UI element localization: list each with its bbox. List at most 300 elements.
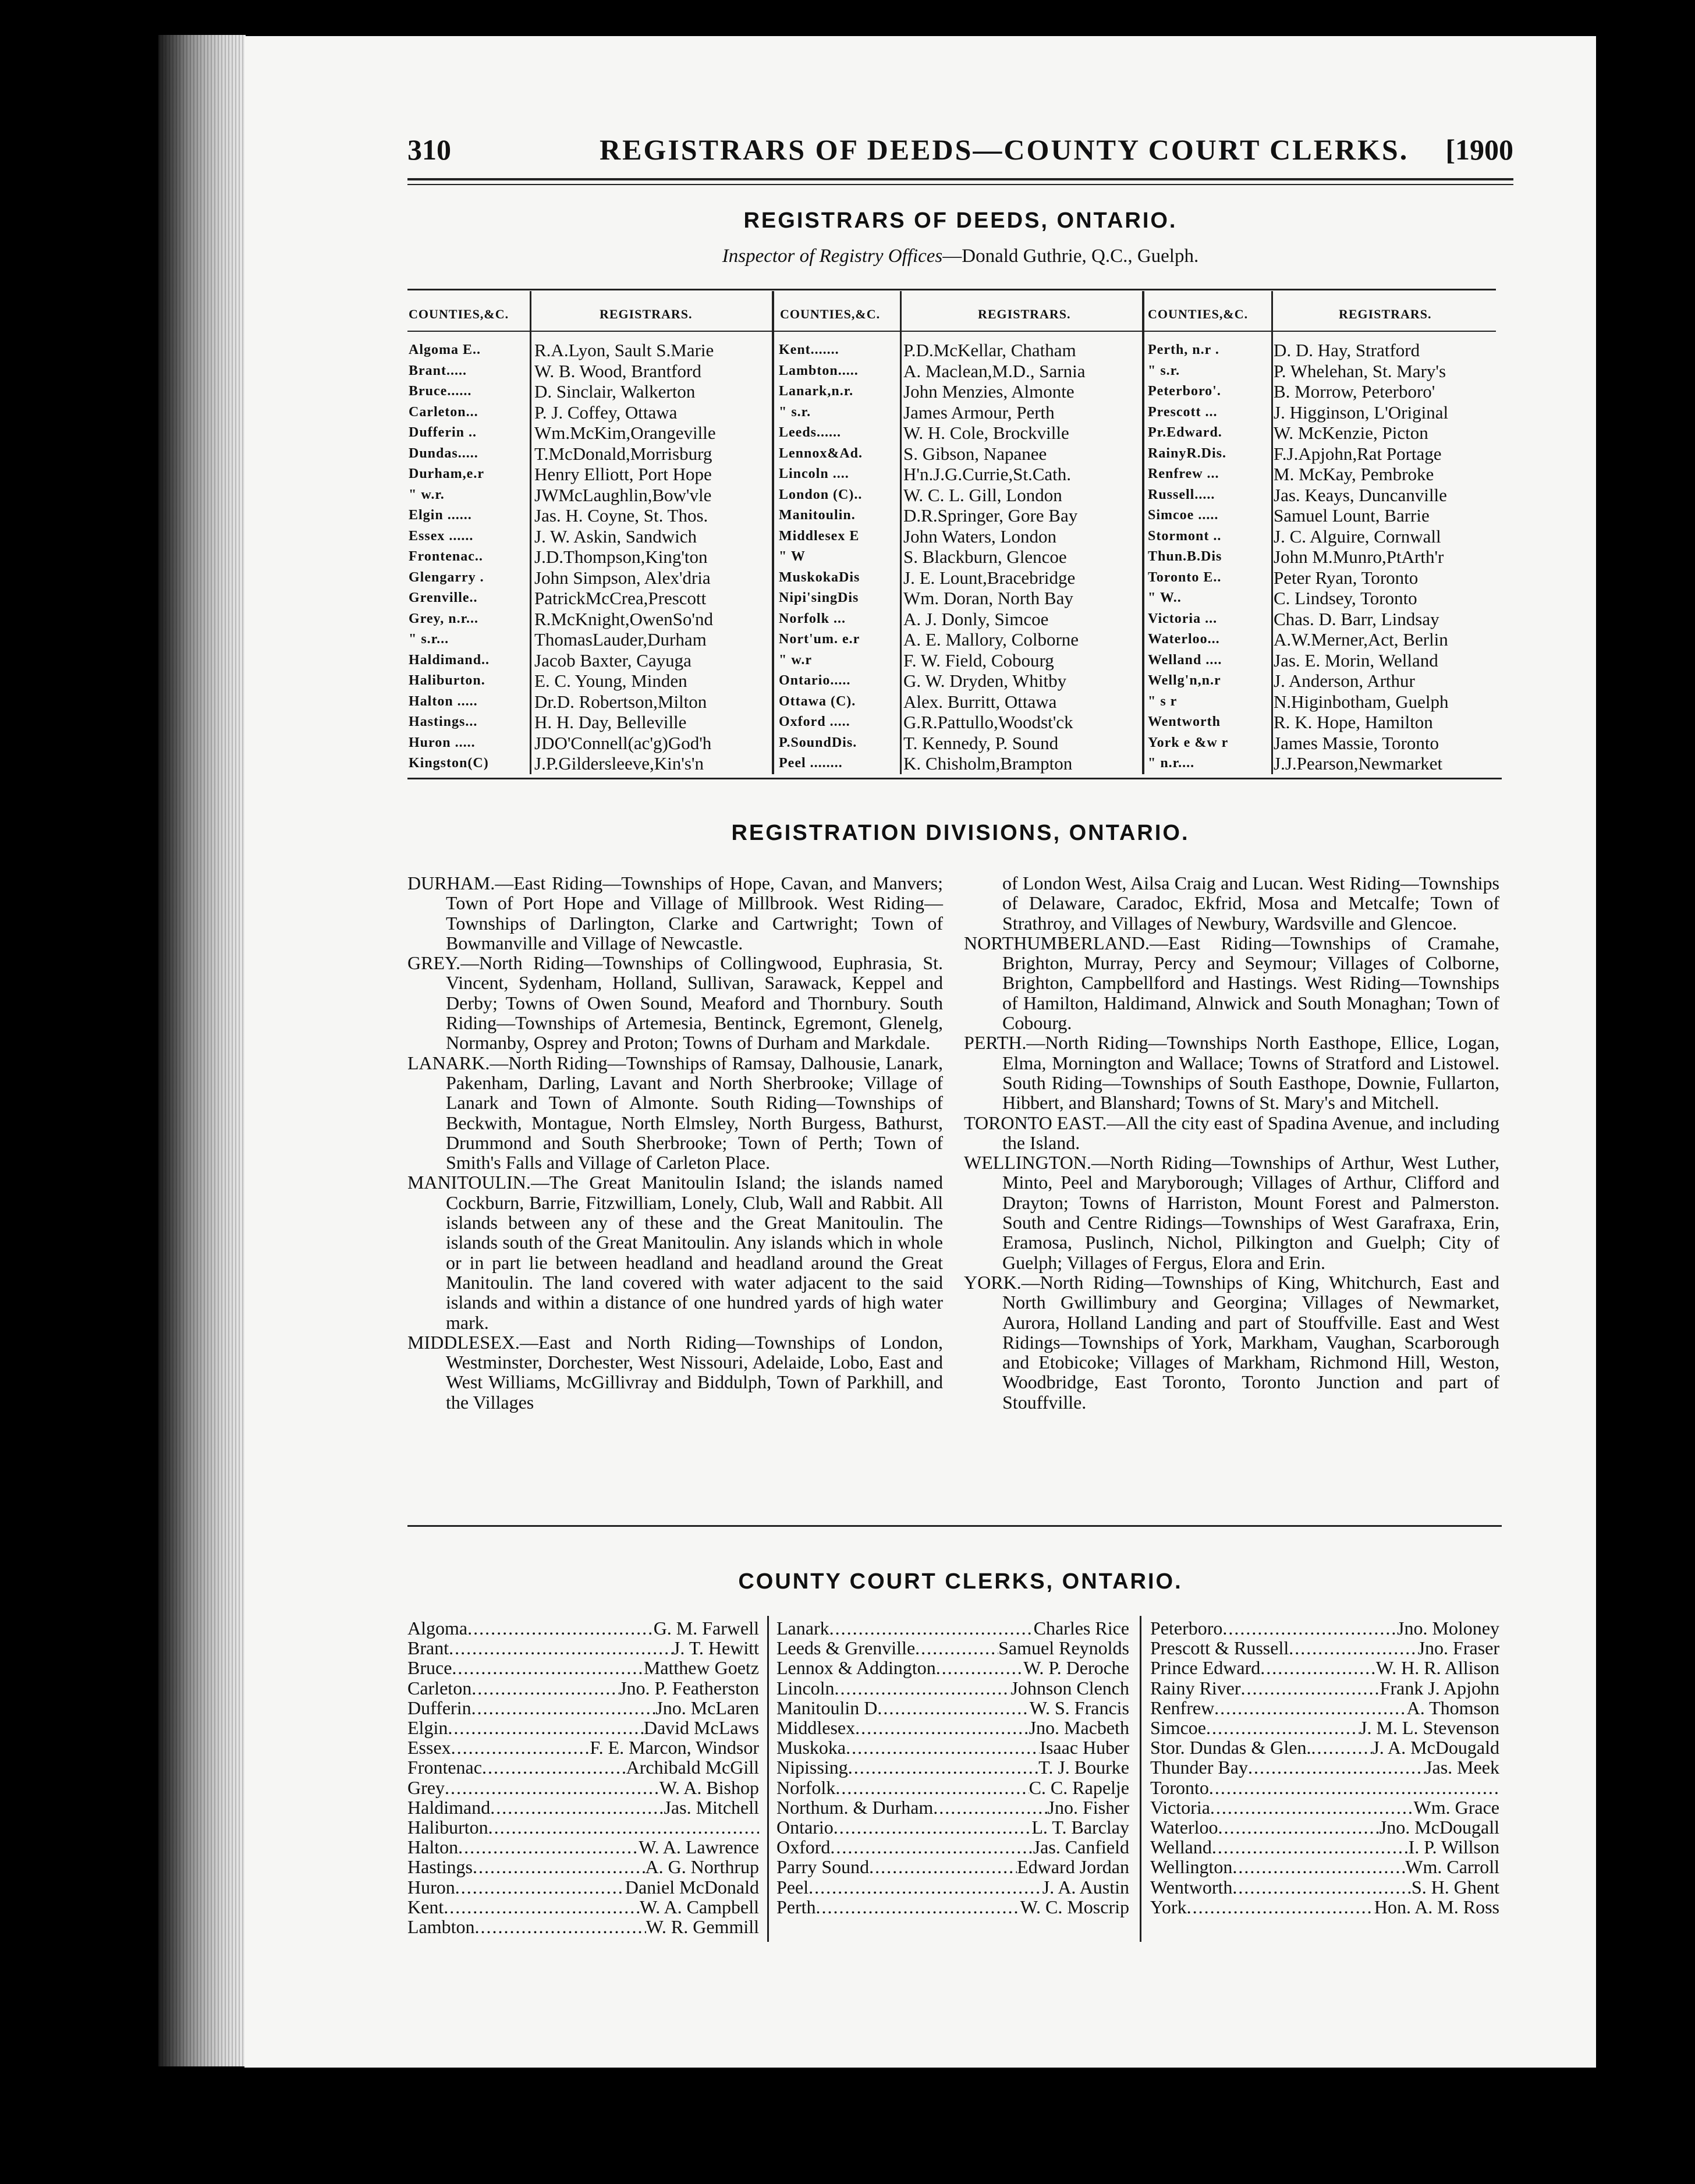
county-name: Peel	[776, 1876, 809, 1898]
clerk-name: Wm. Grace	[1413, 1796, 1499, 1818]
clerk-row	[407, 1698, 759, 1718]
table-cell: B. Morrow, Peterboro'	[1274, 381, 1435, 402]
clerk-name: Charles Rice	[1033, 1618, 1129, 1639]
leader-dots	[915, 1638, 998, 1658]
clerk-row	[407, 1718, 759, 1738]
county-name: Renfrew	[1150, 1697, 1215, 1718]
year: [1900	[1445, 133, 1513, 166]
clerk-name: A. Thomson	[1406, 1697, 1499, 1718]
table-cell: " W..	[1148, 590, 1182, 605]
table-cell: Stormont ..	[1148, 528, 1222, 544]
table-cell: Peel ........	[779, 756, 843, 771]
clerk-name: Jno. Fisher	[1047, 1796, 1129, 1818]
county-name: Haliburton	[407, 1817, 488, 1838]
table-cell: James Armour, Perth	[903, 402, 1055, 423]
county-name: Parry Sound	[776, 1856, 870, 1878]
table-cell: T. Kennedy, P. Sound	[903, 732, 1059, 753]
clerk-row	[776, 1817, 1129, 1837]
table-cell: Haliburton.	[409, 673, 485, 688]
col2-registrars	[903, 340, 1086, 774]
table-cell: S. Gibson, Napanee	[903, 443, 1047, 464]
division-entry: MANITOULIN.—The Great Manitoulin Island; the islands named Cockburn, Barrie, Fitzwilliam, Lonely, Club, Wall and Rabbit. All islands between any of these and the Great Manitoulin. The islands south of the Great Manitoulin. Any islands which in whole or in part lie between headland and headland around the Great Manitoulin. The land covered with water adjacent to the said islands and within a distance of one hundred yards of high water mark.	[407, 1172, 943, 1333]
division-continuation: of London West, Ailsa Craig and Lucan. West Riding—Townships of Delaware, Caradoc, Ekfrid, Mosa and Metcalfe; Town of Strathroy, and Villages of Newbury, Wardsville and Glencoe.	[1002, 873, 1499, 934]
table-cell: J. Higginson, L'Original	[1274, 402, 1449, 423]
col1-registrars-header: REGISTRARS.	[600, 307, 693, 321]
clerk-row	[1150, 1778, 1499, 1797]
clerk-name: Matthew Goetz	[643, 1657, 759, 1679]
table-top-rule	[407, 289, 1496, 290]
clerk-row	[1150, 1618, 1499, 1638]
county-name: Norfolk	[776, 1777, 836, 1798]
clerk-row	[776, 1837, 1129, 1857]
table-cell: C. Lindsey, Toronto	[1274, 588, 1417, 608]
table-cell: Samuel Lount, Barrie	[1274, 505, 1430, 526]
clerk-name: Frank J. Apjohn	[1380, 1677, 1499, 1699]
county-name: Stor. Dundas & Glen.	[1150, 1737, 1311, 1758]
leader-dots	[471, 1698, 656, 1718]
county-name: Kent	[407, 1896, 444, 1917]
divisions-heading: REGISTRATION DIVISIONS, ONTARIO.	[731, 821, 1190, 845]
table-cell: Nipi'singDis	[779, 590, 859, 605]
division-entry: NORTHUMBERLAND.—East Riding—Townships of Cramahe, Brighton, Murray, Percy and Seymour; Villages of Colborne, Brighton, Campbellford and Hastings. West Riding—Townships of Hamilton, Haldimand, Alnwick and South Monaghan; Town of Cobourg.	[964, 932, 1499, 1034]
clerk-row	[407, 1877, 759, 1897]
page-number: 310	[407, 133, 451, 166]
table-cell: J. W. Askin, Sandwich	[534, 526, 697, 547]
leader-dots	[455, 1877, 625, 1897]
leader-dots	[445, 1778, 659, 1797]
clerk-name: W. P. Deroche	[1023, 1657, 1129, 1679]
county-name: Hastings	[407, 1856, 473, 1878]
clerk-row	[407, 1678, 759, 1698]
table-cell: P.SoundDis.	[779, 735, 857, 750]
clerks-divider	[767, 1616, 769, 1942]
col2-registrars-header: REGISTRARS.	[978, 307, 1071, 321]
table-cell: G.R.Pattullo,Woodst'ck	[903, 712, 1073, 732]
col1-counties	[409, 340, 490, 774]
county-name: Halton	[407, 1836, 459, 1858]
clerk-row	[776, 1618, 1129, 1638]
leader-dots	[1232, 1877, 1412, 1897]
table-cell: A.W.Merner,Act, Berlin	[1274, 629, 1448, 650]
table-cell: Peter Ryan, Toronto	[1274, 567, 1419, 588]
table-cell: John M.Munro,PtArth'r	[1274, 547, 1444, 567]
table-cell: J. E. Lount,Bracebridge	[903, 567, 1076, 588]
table-cell: M. McKay, Pembroke	[1274, 464, 1434, 484]
leader-dots	[1311, 1738, 1372, 1757]
county-name: Huron	[407, 1876, 455, 1898]
clerks-col3	[1150, 1618, 1499, 1917]
clerk-row	[407, 1778, 759, 1797]
table-cell: Alex. Burritt, Ottawa	[903, 691, 1057, 712]
county-name: Perth	[776, 1896, 816, 1917]
table-cell: A. E. Mallory, Colborne	[903, 629, 1079, 650]
table-cell: JDO'Connell(ac'g)God'h	[534, 732, 712, 753]
table-cell: Wentworth	[1148, 714, 1221, 729]
table-cell: Waterloo...	[1148, 632, 1220, 647]
table-cell: " s.r...	[409, 632, 449, 647]
clerk-name: L. T. Barclay	[1031, 1817, 1129, 1838]
clerk-row	[407, 1897, 759, 1917]
division-entry: DURHAM.—East Riding—Townships of Hope, Cavan, and Manvers; Town of Port Hope and Village of Millbrook. West Riding—Townships of Darlington, Clarke and Cartwright; Town of Bowmanville and Village of Newcastle.	[407, 873, 943, 953]
table-cell: " s r	[1148, 693, 1178, 709]
table-cell: J.P.Gildersleeve,Kin's'n	[534, 753, 704, 774]
table-cell: P. J. Coffey, Ottawa	[534, 402, 678, 423]
clerk-row	[776, 1797, 1129, 1817]
table-cell: Huron .....	[409, 735, 476, 750]
table-cell: John Waters, London	[903, 526, 1056, 547]
table-cell: Haldimand..	[409, 652, 490, 668]
table-divider	[1271, 291, 1273, 774]
table-cell: J. Anderson, Arthur	[1274, 671, 1415, 691]
table-divider	[900, 291, 902, 774]
clerk-name: J. A. Austin	[1042, 1876, 1129, 1898]
clerk-name: W. A. Bishop	[659, 1777, 759, 1798]
county-name: Muskoka	[776, 1737, 846, 1758]
book-page-edges	[158, 35, 246, 2066]
clerk-row	[1150, 1738, 1499, 1757]
leader-dots	[490, 1797, 664, 1817]
leader-dots	[855, 1718, 1029, 1738]
clerk-name: S. H. Ghent	[1411, 1876, 1499, 1898]
county-name: Northum. & Durham	[776, 1796, 934, 1818]
division-entry: PERTH.—North Riding—Townships North Easthope, Ellice, Logan, Elma, Mornington and Wallace; Towns of Stratford and Listowel. South Riding—Townships of South Easthope, Downie, Fullarton, Hibbert, and Blanshard; Towns of St. Mary's and Mitchell.	[964, 1032, 1499, 1114]
col3-counties-header: COUNTIES,&C.	[1148, 307, 1249, 321]
clerk-row	[776, 1738, 1129, 1757]
table-cell: JWMcLaughlin,Bow'vle	[534, 484, 712, 505]
table-cell: Lanark,n.r.	[779, 384, 854, 399]
table-cell: Brant.....	[409, 363, 467, 378]
county-name: Rainy River	[1150, 1677, 1241, 1699]
table-cell: Wm. Doran, North Bay	[903, 588, 1073, 608]
table-cell: H. H. Day, Belleville	[534, 712, 687, 732]
clerk-row	[1150, 1757, 1499, 1777]
col3-counties	[1148, 340, 1228, 774]
table-cell: Oxford .....	[779, 714, 850, 729]
county-name: Leeds & Grenville	[776, 1637, 916, 1659]
leader-dots	[444, 1897, 640, 1917]
table-cell: " w.r.	[409, 487, 445, 502]
table-cell: Jas. H. Coyne, St. Thos.	[534, 505, 708, 526]
table-cell: Ottawa (C).	[779, 693, 856, 709]
clerk-row	[1150, 1718, 1499, 1738]
leader-dots	[1214, 1698, 1406, 1718]
clerk-row	[1150, 1897, 1499, 1917]
leader-dots	[848, 1757, 1038, 1777]
clerk-row	[776, 1678, 1129, 1698]
table-cell: Thun.B.Dis	[1148, 549, 1222, 564]
division-entry: GREY.—North Riding—Townships of Collingwood, Euphrasia, St. Vincent, Sydenham, Holland, Sullivan, Sarawack, Keppel and Derby; Towns of Owen Sound, Meaford and Thornbury. South Riding—Townships of Artemesia, Bentinck, Egremont, Glenelg, Normanby, Osprey and Proton; Towns of Durham and Markdale.	[407, 952, 943, 1054]
leader-dots	[473, 1857, 645, 1877]
clerk-row	[776, 1877, 1129, 1897]
leader-dots	[1218, 1817, 1379, 1837]
clerk-name: A. G. Northrup	[645, 1856, 759, 1878]
table-cell: Leeds......	[779, 425, 841, 440]
table-cell: Essex ......	[409, 528, 474, 544]
table-cell: W. B. Wood, Brantford	[534, 360, 701, 381]
county-name: Welland	[1150, 1836, 1212, 1858]
table-cell: G. W. Dryden, Whitby	[903, 671, 1067, 691]
clerks-heading: COUNTY COURT CLERKS, ONTARIO.	[738, 1569, 1183, 1594]
table-cell: F. W. Field, Cobourg	[903, 650, 1054, 671]
table-bottom-rule	[407, 778, 1502, 779]
table-cell: Wellg'n,n.r	[1148, 673, 1221, 688]
table-cell: London (C)..	[779, 487, 863, 502]
table-cell: W. McKenzie, Picton	[1274, 423, 1428, 443]
registrars-heading: REGISTRARS OF DEEDS, ONTARIO.	[743, 208, 1178, 233]
clerk-row	[776, 1897, 1129, 1917]
leader-dots	[458, 1837, 639, 1857]
county-name: Waterloo	[1150, 1817, 1218, 1838]
table-cell: Middlesex E	[779, 528, 860, 544]
clerk-name: W. A. Lawrence	[639, 1836, 759, 1858]
clerk-row	[776, 1778, 1129, 1797]
table-cell: Grey, n.r...	[409, 611, 479, 626]
table-cell: Prescott ...	[1148, 404, 1218, 420]
running-title: REGISTRARS OF DEEDS—COUNTY COURT CLERKS.	[600, 133, 1409, 166]
leader-dots	[846, 1738, 1040, 1757]
clerk-name: Jas. Canfield	[1033, 1836, 1129, 1858]
table-cell: Kingston(C)	[409, 756, 489, 771]
header-rule-thin	[407, 184, 1513, 185]
county-name: Victoria	[1150, 1796, 1210, 1818]
clerk-name: Jno. Fraser	[1417, 1637, 1499, 1659]
division-entry: LANARK.—North Riding—Townships of Ramsay, Dalhousie, Lanark, Pakenham, Darling, Lavant and North Sherbrooke; Village of Lanark and Town of Almonte. South Riding—Townships of Beckwith, Montague, North Elmsley, North Burgess, Bathurst, Drummond and South Sherbrooke; Town of Perth; Town of Smith's Falls and Village of Carleton Place.	[407, 1052, 943, 1173]
clerk-name: David McLaws	[643, 1717, 759, 1739]
clerk-name: J. T. Hewitt	[672, 1637, 759, 1659]
division-entry: TORONTO EAST.—All the city east of Spadina Avenue, and including the Island.	[964, 1112, 1499, 1153]
table-cell: Russell.....	[1148, 487, 1215, 502]
clerk-row	[1150, 1877, 1499, 1897]
county-name: Toronto	[1150, 1777, 1209, 1798]
leader-dots	[448, 1718, 644, 1738]
table-cell: James Massie, Toronto	[1274, 732, 1439, 753]
table-cell: J.D.Thompson,King'ton	[534, 547, 708, 567]
county-name: Prince Edward	[1150, 1657, 1261, 1679]
clerk-row	[1150, 1797, 1499, 1817]
county-name: Brant	[407, 1637, 449, 1659]
running-header	[407, 133, 1513, 168]
leader-dots	[1248, 1757, 1425, 1777]
table-cell: Lennox&Ad.	[779, 445, 863, 461]
leader-dots	[809, 1877, 1042, 1897]
county-name: Oxford	[776, 1836, 831, 1858]
clerks-col1	[407, 1618, 759, 1937]
table-cell: Wm.McKim,Orangeville	[534, 423, 716, 443]
table-cell: " n.r....	[1148, 756, 1195, 771]
table-cell: Pr.Edward.	[1148, 425, 1222, 440]
table-cell: E. C. Young, Minden	[534, 671, 687, 691]
clerk-row	[776, 1658, 1129, 1678]
clerk-name: W. R. Gemmill	[646, 1916, 759, 1938]
table-cell: T.McDonald,Morrisburg	[534, 443, 712, 464]
clerk-row	[776, 1698, 1129, 1718]
county-name: Manitoulin D	[776, 1697, 878, 1718]
county-name: Lennox & Addington	[776, 1657, 936, 1679]
section-rule	[407, 1525, 1502, 1527]
division-entry: YORK.—North Riding—Townships of King, Whitchurch, East and North Gwillimbury and Georgina; Villages of Newmarket, Aurora, Holland Landing and part of Stouffville. East and West Ridings—Townships of York, Markham, Vaughan, Scarborough and Etobicoke; Villages of Markham, Richmond Hill, Weston, Woodbridge, East Toronto, Toronto Junction and part of Stouffville.	[964, 1271, 1499, 1413]
county-name: Wellington	[1150, 1856, 1233, 1878]
division-entry: WELLINGTON.—North Riding—Townships of Arthur, West Luther, Minto, Peel and Maryborough; Villages of Arthur, Clifford and Drayton; Towns of Harriston, Mount Forest and Palmerston. South and Centre Ridings—Townships of West Garafraxa, Erin, Eramosa, Puslinch, Nichol, Pilkington and Guelph; City of Guelph; Villages of Fergus, Elora and Erin.	[964, 1152, 1499, 1273]
table-cell: York e &w r	[1148, 735, 1229, 750]
clerk-name: Jno. Macbeth	[1029, 1717, 1129, 1739]
county-name: Peterboro	[1150, 1618, 1223, 1639]
clerk-name: W. H. R. Allison	[1375, 1657, 1499, 1679]
table-cell: Renfrew ...	[1148, 466, 1219, 481]
county-name: York	[1150, 1896, 1187, 1917]
county-name: Dufferin	[407, 1697, 471, 1718]
col3-registrars-header: REGISTRARS.	[1339, 307, 1432, 321]
leader-dots	[471, 1678, 619, 1698]
clerk-row	[407, 1618, 759, 1638]
county-name: Ontario	[776, 1817, 834, 1838]
clerk-row	[407, 1738, 759, 1757]
leader-dots	[835, 1678, 1011, 1698]
col1-counties-header: COUNTIES,&C.	[409, 307, 509, 321]
clerk-name: W. C. Moscrip	[1020, 1896, 1129, 1917]
table-cell: A. Maclean,M.D., Sarnia	[903, 360, 1086, 381]
table-cell: D. D. Hay, Stratford	[1274, 340, 1420, 360]
table-divider	[530, 291, 531, 774]
table-cell: Lincoln ....	[779, 466, 849, 481]
table-cell: " w.r	[779, 652, 812, 668]
table-cell: Hastings...	[409, 714, 478, 729]
clerk-name: J. M. L. Stevenson	[1360, 1717, 1499, 1739]
table-cell: Perth, n.r .	[1148, 342, 1219, 357]
county-name: Elgin	[407, 1717, 448, 1739]
leader-dots	[869, 1857, 1017, 1877]
leader-dots	[830, 1837, 1033, 1857]
leader-dots	[467, 1618, 654, 1638]
clerk-row	[1150, 1817, 1499, 1837]
leader-dots	[1187, 1897, 1374, 1917]
leader-dots	[475, 1917, 646, 1937]
leader-dots	[452, 1658, 643, 1678]
county-name: Lanark	[776, 1618, 829, 1639]
county-name: Nipissing	[776, 1757, 848, 1778]
table-cell: Lambton.....	[779, 363, 859, 378]
table-cell: Bruce......	[409, 384, 472, 399]
leader-dots	[488, 1817, 759, 1837]
clerk-row	[776, 1638, 1129, 1658]
table-cell: A. J. Donly, Simcoe	[903, 608, 1049, 629]
table-divider	[1142, 291, 1144, 774]
clerk-name: F. E. Marcon, Windsor	[590, 1737, 759, 1758]
clerk-name: Daniel McDonald	[625, 1876, 759, 1898]
clerk-row	[407, 1658, 759, 1678]
division-entry: MIDDLESEX.—East and North Riding—Townships of London, Westminster, Dorchester, West Nissouri, Adelaide, Lobo, East and West Williams, McGillivray and Biddulph, Town of Parkhill, and the Villages	[407, 1331, 943, 1413]
inspector-line: Inspector of Registry Offices—Donald Guthrie, Q.C., Guelph.	[722, 246, 1199, 267]
table-cell: W. C. L. Gill, London	[903, 484, 1062, 505]
table-cell: P.D.McKellar, Chatham	[903, 340, 1076, 360]
clerk-row	[1150, 1658, 1499, 1678]
leader-dots	[829, 1618, 1034, 1638]
table-cell: Nort'um. e.r	[779, 632, 860, 647]
clerk-name: Archibald McGill	[626, 1757, 759, 1778]
leader-dots	[1212, 1837, 1409, 1857]
table-cell: " s.r.	[1148, 363, 1180, 378]
table-cell: Simcoe .....	[1148, 508, 1219, 523]
county-name: Haldimand	[407, 1796, 491, 1818]
clerk-name: J. A. McDougald	[1372, 1737, 1499, 1758]
table-cell: Peterboro'.	[1148, 384, 1221, 399]
county-name: Middlesex	[776, 1717, 856, 1739]
table-cell: S. Blackburn, Glencoe	[903, 547, 1067, 567]
table-cell: " s.r.	[779, 404, 811, 420]
table-cell: P. Whelehan, St. Mary's	[1274, 360, 1446, 381]
leader-dots	[933, 1797, 1047, 1817]
clerk-name: Edward Jordan	[1017, 1856, 1129, 1878]
table-cell: John Simpson, Alex'dria	[534, 567, 711, 588]
clerk-name: Jas. Mitchell	[664, 1796, 759, 1818]
leader-dots	[834, 1817, 1032, 1837]
col2-counties	[779, 340, 863, 774]
clerk-row	[407, 1917, 759, 1937]
table-cell: Chas. D. Barr, Lindsay	[1274, 608, 1439, 629]
clerk-row	[407, 1857, 759, 1877]
county-name: Essex	[407, 1737, 451, 1758]
county-name: Algoma	[407, 1618, 468, 1639]
leader-dots	[1289, 1638, 1417, 1658]
table-cell: Jas. E. Morin, Welland	[1274, 650, 1438, 671]
clerk-name: I. P. Willson	[1408, 1836, 1499, 1858]
county-name: Grey	[407, 1777, 445, 1798]
table-cell: Dundas.....	[409, 445, 478, 461]
table-cell: ThomasLauder,Durham	[534, 629, 707, 650]
table-cell: Grenville..	[409, 590, 478, 605]
clerk-name: Wm. Carroll	[1405, 1856, 1499, 1878]
leader-dots	[1232, 1857, 1405, 1877]
header-rule	[407, 178, 1513, 180]
clerk-name: Jno. McLaren	[655, 1697, 759, 1718]
table-cell: Carleton...	[409, 404, 478, 420]
leader-dots	[835, 1778, 1029, 1797]
clerk-row	[1150, 1837, 1499, 1857]
clerk-name: Hon. A. M. Ross	[1374, 1896, 1499, 1917]
clerk-row	[407, 1757, 759, 1777]
leader-dots	[1209, 1778, 1499, 1797]
clerk-name: C. C. Rapelje	[1029, 1777, 1129, 1798]
table-cell: F.J.Apjohn,Rat Portage	[1274, 443, 1442, 464]
clerk-row	[1150, 1638, 1499, 1658]
table-cell: W. H. Cole, Brockville	[903, 423, 1069, 443]
leader-dots	[936, 1658, 1023, 1678]
table-cell: Norfolk ...	[779, 611, 846, 626]
clerk-row	[1150, 1678, 1499, 1698]
table-cell: D. Sinclair, Walkerton	[534, 381, 696, 402]
col2-counties-header: COUNTIES,&C.	[780, 307, 881, 321]
county-name: Wentworth	[1150, 1876, 1233, 1898]
table-cell: Glengarry .	[409, 569, 484, 585]
table-cell: R.McKnight,OwenSo'nd	[534, 608, 713, 629]
table-cell: R.A.Lyon, Sault S.Marie	[534, 340, 714, 360]
leader-dots	[451, 1738, 590, 1757]
table-cell: D.R.Springer, Gore Bay	[903, 505, 1078, 526]
county-name: Lambton	[407, 1916, 475, 1938]
leader-dots	[1260, 1658, 1376, 1678]
leader-dots	[1241, 1678, 1380, 1698]
county-name: Lincoln	[776, 1677, 835, 1699]
county-name: Frontenac	[407, 1757, 482, 1778]
clerks-col2	[776, 1618, 1129, 1917]
table-cell: Elgin ......	[409, 508, 472, 523]
clerk-row	[1150, 1857, 1499, 1877]
col1-registrars	[534, 340, 716, 774]
table-cell: Halton .....	[409, 693, 478, 709]
divisions-left-column	[407, 873, 943, 1412]
county-name: Bruce	[407, 1657, 452, 1679]
clerk-row	[776, 1757, 1129, 1777]
table-cell: H'n.J.G.Currie,St.Cath.	[903, 464, 1072, 484]
